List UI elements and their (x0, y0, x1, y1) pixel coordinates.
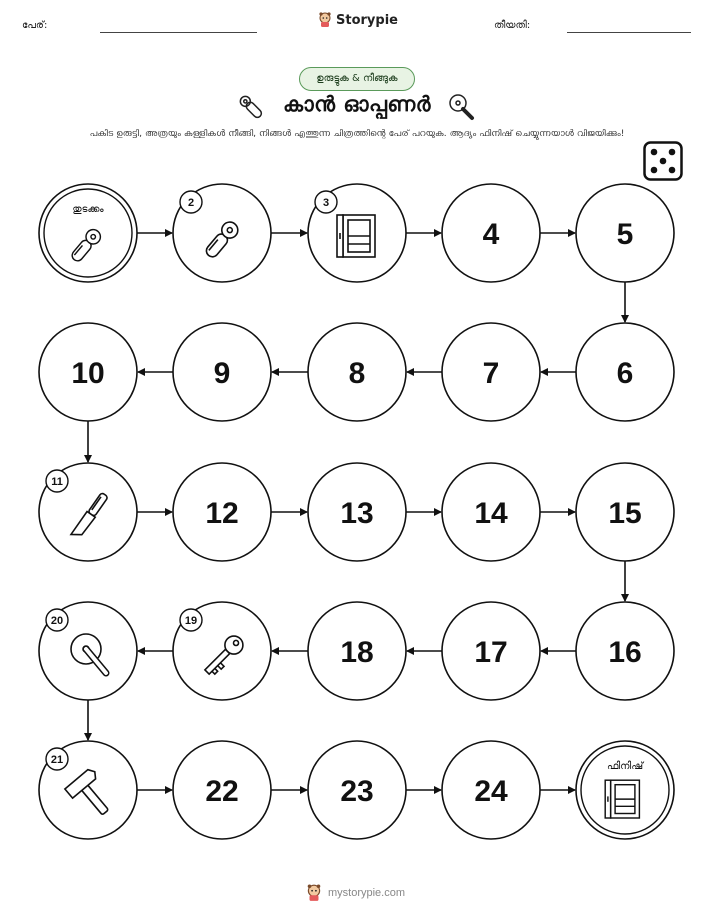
board-space[interactable] (173, 741, 271, 839)
instructions: പകിട ഉരുട്ടി, അത്രയും കള്ളികൾ നീങ്ങി, നിങ്ങൾ എത്തുന്ന ചിത്രത്തിന്റെ പേര് പറയുക. ആദ്യം ഫിനിഷ് ചെയ്യുന്നയാൾ വിജയിക്കും! (89, 128, 625, 139)
space-number: 14 (474, 497, 508, 530)
space-number: 23 (340, 775, 374, 808)
space-number-badge (180, 191, 202, 213)
board-space[interactable] (173, 463, 271, 561)
space-number: 24 (474, 775, 508, 808)
page-title: കാൻ ഓപ്പണർ (283, 92, 431, 116)
storypie-mascot-icon (305, 884, 323, 902)
board-space[interactable] (308, 323, 406, 421)
svg-text:2: 2 (187, 197, 195, 209)
space-number-badge (180, 609, 202, 631)
finish-label: ഫിനിഷ് (606, 761, 644, 772)
footer-url[interactable]: mystorypie.com (328, 887, 406, 899)
space-number-badge (46, 470, 68, 492)
space-number-badge (315, 191, 337, 213)
board-space[interactable] (173, 602, 271, 700)
space-number: 18 (340, 636, 374, 669)
finish-space[interactable] (576, 741, 674, 839)
space-number: 6 (616, 357, 634, 390)
board-space[interactable] (442, 463, 540, 561)
board-space[interactable] (576, 602, 674, 700)
board-space[interactable] (442, 184, 540, 282)
svg-text:11: 11 (51, 476, 63, 488)
cabinet-icon (337, 215, 375, 257)
space-number: 4 (482, 218, 500, 251)
board-space[interactable] (576, 184, 674, 282)
board-space[interactable] (442, 602, 540, 700)
board-space[interactable] (39, 323, 137, 421)
board-space[interactable] (39, 463, 137, 561)
start-label: തുടക്കം (72, 204, 104, 215)
space-number: 9 (213, 357, 231, 390)
svg-text:3: 3 (322, 197, 330, 209)
date-label: തീയതി: (494, 20, 531, 31)
svg-text:21: 21 (50, 754, 64, 766)
svg-text:20: 20 (50, 615, 64, 627)
svg-text:19: 19 (184, 615, 198, 627)
space-number: 7 (482, 357, 500, 390)
board-space[interactable] (576, 323, 674, 421)
board-space[interactable] (173, 184, 271, 282)
start-space[interactable] (39, 184, 137, 282)
board-space[interactable] (308, 741, 406, 839)
space-number: 22 (205, 775, 239, 808)
cabinet-icon (605, 780, 639, 818)
board-space[interactable] (39, 602, 137, 700)
board-space[interactable] (39, 741, 137, 839)
brand-name: Storypie (336, 12, 398, 28)
space-number: 5 (616, 218, 634, 251)
board-space[interactable] (308, 184, 406, 282)
space-number: 13 (340, 497, 374, 530)
space-number: 16 (608, 636, 642, 669)
space-number: 10 (71, 357, 105, 390)
board-space[interactable] (442, 323, 540, 421)
board-space[interactable] (308, 602, 406, 700)
board-space[interactable] (576, 463, 674, 561)
game-type-badge: ഉരുട്ടുക & നീങ്ങുക (299, 67, 415, 91)
space-number-badge (46, 748, 68, 770)
board-space[interactable] (173, 323, 271, 421)
space-number: 17 (474, 636, 508, 669)
footer (305, 884, 405, 902)
space-number-badge (46, 609, 68, 631)
space-number: 8 (348, 357, 366, 390)
board-space[interactable] (308, 463, 406, 561)
space-number: 12 (205, 497, 239, 530)
name-label: പേര്: (22, 20, 48, 31)
board-space[interactable] (442, 741, 540, 839)
space-number: 15 (608, 497, 642, 530)
